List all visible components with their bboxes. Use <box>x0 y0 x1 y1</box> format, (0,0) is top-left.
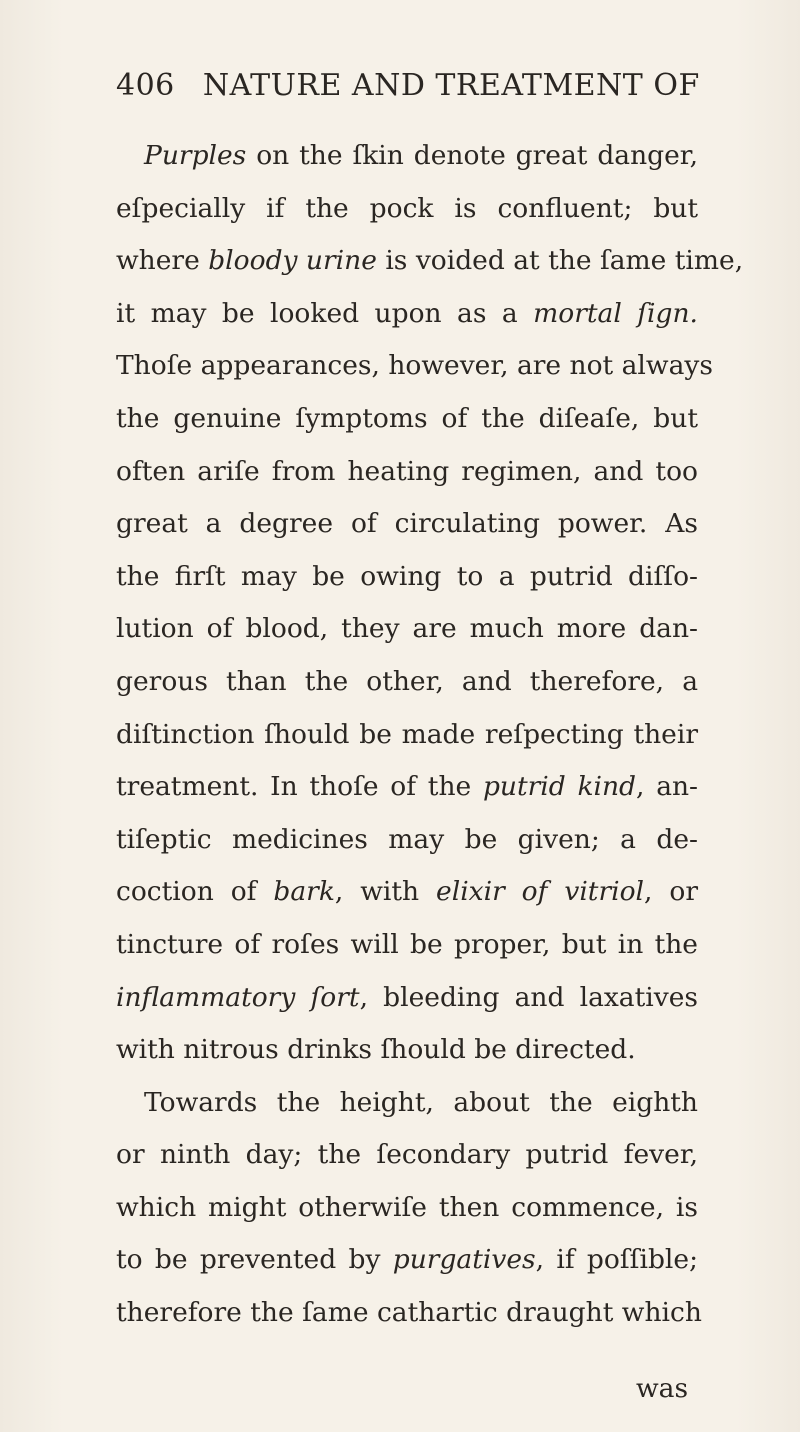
text-line: lution of blood, they are much more dan- <box>116 613 698 645</box>
italic-term: purgatives <box>392 1244 536 1276</box>
page-number: 406 <box>116 68 175 103</box>
text-line: therefore the ſame cathartic draught which <box>116 1297 702 1329</box>
text-line: gerous than the other, and therefore, a <box>116 665 698 697</box>
italic-term: Purples <box>144 140 247 171</box>
text-line: it may be looked upon as a mortal ſign. <box>116 297 698 329</box>
text-line: tincture of roſes will be proper, but in the <box>116 928 698 960</box>
text-line: the genuine ſymptoms of the diſeaſe, but <box>116 402 698 434</box>
text-line: coction of bark, with elixir of vitriol, or <box>116 876 698 908</box>
text-line: the firſt may be owing to a putrid diſſo- <box>116 560 698 592</box>
text-line: eſpecially if the pock is confluent; but <box>116 192 698 224</box>
text-line: Towards the height, about the eighth <box>144 1086 698 1118</box>
text-line: Purples on the ſkin denote great danger, <box>144 140 698 171</box>
text-line: great a degree of circulating power. As <box>116 508 698 540</box>
text-line: to be prevented by purgatives, if poſſible; <box>116 1244 698 1276</box>
italic-term: bloody urine <box>208 245 377 277</box>
catchword: was <box>636 1373 689 1404</box>
text-line: or ninth day; the ſecondary putrid fever, <box>116 1139 698 1171</box>
text-line: inflammatory ſort, bleeding and laxatives <box>116 981 698 1013</box>
italic-term: putrid kind <box>482 771 637 803</box>
italic-term: inflammatory ſort <box>116 981 360 1013</box>
text-line: often ariſe from heating regimen, and too <box>116 455 698 487</box>
text-line: which might otherwiſe then commence, is <box>116 1191 698 1223</box>
italic-term: bark <box>273 876 335 908</box>
italic-term: elixir of vitriol <box>436 876 645 908</box>
text-line: with nitrous drinks ſhould be directed. <box>116 1034 636 1066</box>
running-title: NATURE AND TREATMENT OF <box>202 68 700 103</box>
text-line: diſtinction ſhould be made reſpecting their <box>116 718 698 750</box>
text-line: tiſeptic medicines may be given; a de- <box>116 823 698 855</box>
italic-term: mortal ſign. <box>533 297 698 329</box>
text-line: treatment. In thoſe of the putrid kind, an- <box>116 771 699 803</box>
text-line: Thoſe appearances, however, are not always <box>116 350 713 382</box>
text-line: where bloody urine is voided at the ſame time, <box>116 245 744 277</box>
body-text <box>116 130 744 1340</box>
running-header <box>116 68 736 103</box>
